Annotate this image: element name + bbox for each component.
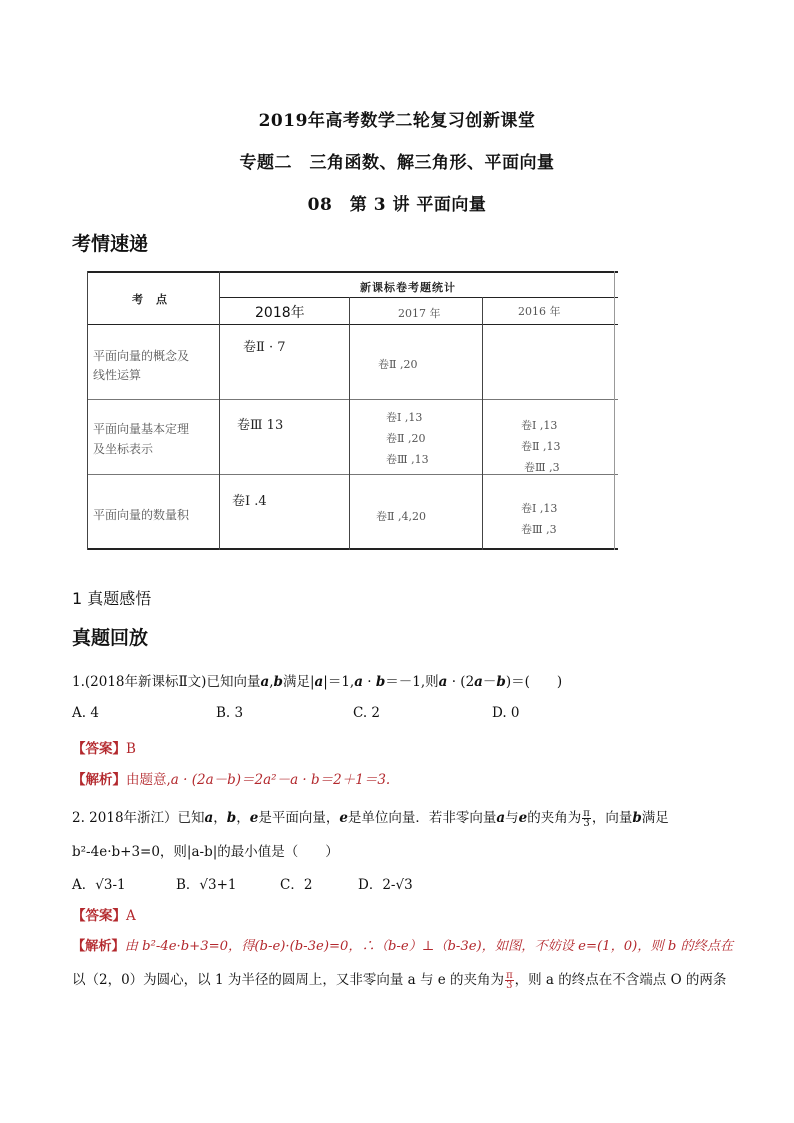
row2-topic-line2: 及坐标表示: [93, 442, 154, 456]
section-exam-heading: 考情速递: [72, 233, 149, 255]
q2-option-b: B．√3+1: [176, 877, 237, 893]
row2-2016-c: 卷Ⅲ ,3: [524, 461, 560, 474]
row2-2017-b: 卷Ⅱ ,20: [386, 432, 426, 445]
q2-analysis-line1: 【解析】由 b²-4e·b+3=0，得(b-e)·(b-3e)=0，∴（b-e）⊥（b-3e)，如图，不妨设 e=(1，0)，则 b 的终点在: [72, 939, 734, 954]
header-year-2018: 2018年: [255, 305, 305, 321]
q2-answer: 【答案】A: [72, 908, 136, 924]
q1-answer: 【答案】B: [72, 741, 136, 757]
row2-topic-line1: 平面向量基本定理: [93, 422, 190, 436]
q1-option-a: A. 4: [72, 705, 99, 721]
row2-2016-b: 卷Ⅱ ,13: [521, 440, 561, 453]
row3-2018: 卷Ⅰ .4: [232, 494, 267, 509]
row1-topic-line2: 线性运算: [93, 368, 142, 382]
row1-topic-line1: 平面向量的概念及: [93, 349, 190, 363]
question-1: 1.(2018年新课标Ⅱ文)已知向量a,b满足|a|＝1,a · b＝－1,则a · (2a－b)＝( ): [72, 674, 563, 690]
lecture-title: 08 第 3 讲 平面向量: [307, 195, 487, 215]
row2-2016-a: 卷Ⅰ ,13: [521, 419, 558, 432]
q1-analysis: 【解析】由题意,a · (2a－b)＝2a²－a · b＝2＋1＝3.: [72, 772, 391, 788]
row3-topic: 平面向量的数量积: [93, 508, 190, 522]
section-review-heading: 真题回放: [72, 627, 149, 649]
row2-2018: 卷Ⅲ 13: [237, 418, 284, 433]
header-year-2017: 2017 年: [398, 307, 441, 320]
question-2-line1: 2. 2018年浙江）已知a，b，e是平面向量，e是单位向量．若非零向量a与e的夹角为 $\frac{\pi}{3}$ ，向量b满足: [72, 808, 669, 829]
row3-2017: 卷Ⅱ ,4,20: [376, 510, 426, 523]
q2-option-a: A．√3-1: [72, 877, 126, 893]
row1-2018: 卷Ⅱ · 7: [243, 340, 286, 355]
row2-2017-a: 卷Ⅰ ,13: [386, 411, 423, 424]
q2-option-d: D．2-√3: [358, 877, 413, 893]
row1-2017: 卷Ⅱ ,20: [378, 358, 418, 371]
question-2-line2: b²-4e·b+3=0，则|a-b|的最小值是（ ）: [72, 844, 339, 860]
row2-2017-c: 卷Ⅲ ,13: [386, 453, 429, 466]
q2-option-c: C．2: [280, 877, 313, 893]
document-title: 2019年高考数学二轮复习创新课堂: [258, 111, 536, 131]
q1-option-b: B. 3: [216, 705, 244, 721]
q1-option-c: C. 2: [353, 705, 381, 721]
row3-2016-b: 卷Ⅲ ,3: [521, 523, 557, 536]
section-true-questions: 1 真题感悟: [72, 589, 152, 608]
q1-option-d: D. 0: [492, 705, 520, 721]
header-stats: 新课标卷考题统计: [360, 281, 456, 294]
q2-analysis-line2: 以（2，0）为圆心，以 1 为半径的圆周上，又非零向量 a 与 e 的夹角为 $\frac{\pi}{3}$ ，则 a 的终点在不含端点 O 的两条: [72, 970, 727, 991]
row3-2016-a: 卷Ⅰ ,13: [521, 502, 558, 515]
topic-title: 专题二 三角函数、解三角形、平面向量: [239, 153, 555, 173]
header-year-2016: 2016 年: [518, 305, 561, 318]
pi-over-3-fraction: $\frac{\pi}{3}$: [583, 808, 590, 829]
header-kaodian: 考 点: [132, 293, 168, 306]
analysis-pi-over-3: $\frac{\pi}{3}$: [506, 970, 513, 991]
